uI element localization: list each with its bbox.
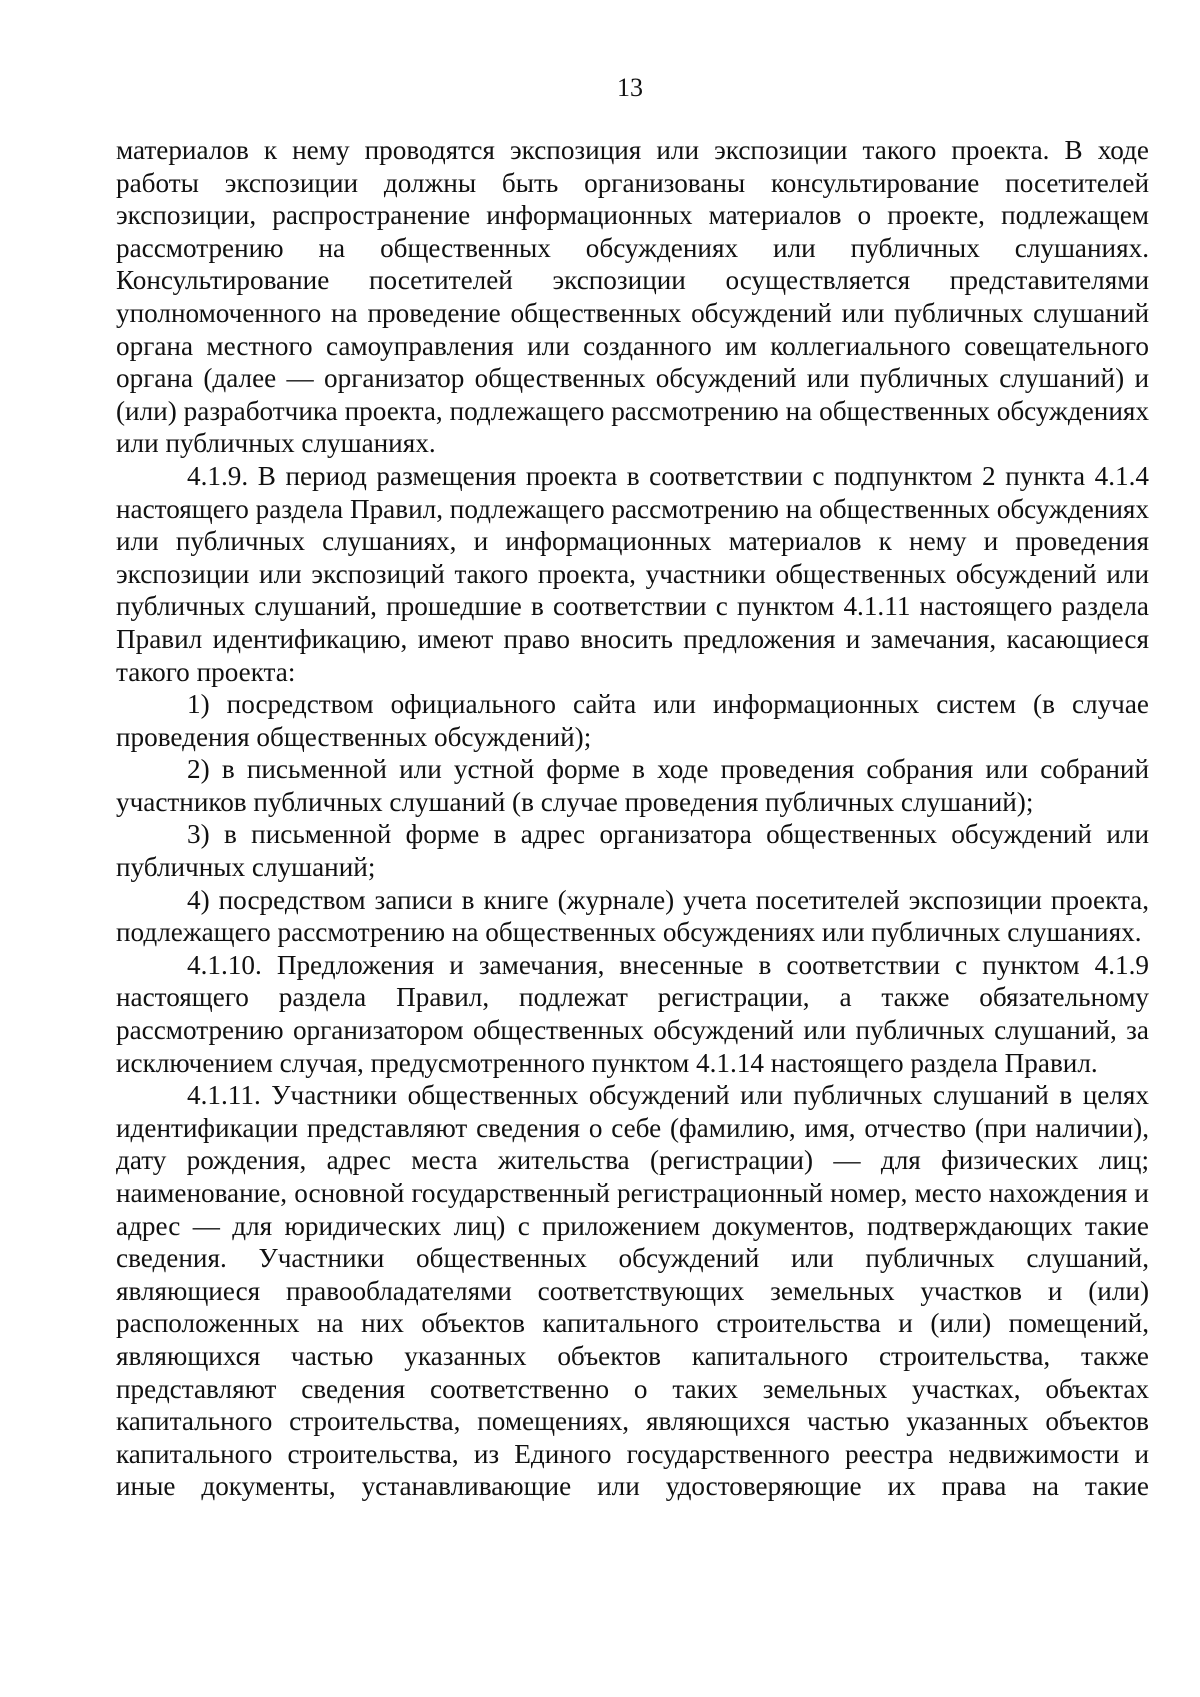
page-number: 13 [617,73,643,102]
list-item-2: 2) в письменной или устной форме в ходе проведения собрания или собраний участников публичных слушаний (в случае проведения публичных слушаний); [116,754,1149,817]
paragraph-4-1-10: 4.1.10. Предложения и замечания, внесенные в соответствии с пунктом 4.1.9 настоящего раздела Правил, подлежат регистрации, а также обязательному рассмотрению организатором общественных обсуждений или публичных слушаний, за исключением случая, предусмотренного пунктом 4.1.14 настоящего раздела Правил. [116,949,1149,1078]
document-body [116,134,1149,1503]
list-item-3: 3) в письменной форме в адрес организатора общественных обсуждений или публичных слушаний; [116,819,1149,883]
paragraph-4-1-11: 4.1.11. Участники общественных обсуждений или публичных слушаний в целях идентификации представляют сведения о себе (фамилию, имя, отчество (при наличии), дату рождения, адрес места жительства (регистрации) — для физических лиц; наименование, основной государственный регистрационный номер, место нахождения и адрес — для юридических лиц) с приложением документов, подтверждающих такие сведения. Участники общественных обсуждений или публичных слушаний, являющиеся правообладателями соответствующих земельных участков и (или) расположенных на них объектов капитального строительства и (или) помещений, являющихся частью указанных объектов капитального строительства, также представляют сведения соответственно о таких земельных участках, объектах капитального строительства, помещениях, являющихся частью указанных объектов капитального строительства, из Единого государственного реестра недвижимости и иные документы, устанавливающие или удостоверяющие их права на такие [116,1080,1149,1502]
list-item-4: 4) посредством записи в книге (журнале) учета посетителей экспозиции проекта, подлежащего рассмотрению на общественных обсуждениях или публичных слушаниях. [116,884,1149,948]
paragraph-4-1-9: 4.1.9. В период размещения проекта в соответствии с подпунктом 2 пункта 4.1.4 настоящего раздела Правил, подлежащего рассмотрению на общественных обсуждениях или публичных слушаниях, и информационных материалов к нему и проведения экспозиции или экспозиций такого проекта, участники общественных обсуждений или публичных слушаний, прошедшие в соответствии с пунктом 4.1.11 настоящего раздела Правил идентификацию, имеют право вносить предложения и замечания, касающиеся такого проекта: [116,460,1149,687]
list-item-1: 1) посредством официального сайта или информационных систем (в случае проведения общественных обсуждений); [116,689,1149,752]
paragraph-continuation: материалов к нему проводятся экспозиция или экспозиции такого проекта. В ходе работы экспозиции должны быть организованы консультирование посетителей экспозиции, распространение информационных материалов о проекте, подлежащем рассмотрению на общественных обсуждениях или публичных слушаниях. Консультирование посетителей экспозиции осуществляется представителями уполномоченного на проведение общественных обсуждений или публичных слушаний органа местного самоуправления или созданного им коллегиального совещательного органа (далее — организатор общественных обсуждений или публичных слушаний) и (или) разработчика проекта, подлежащего рассмотрению на общественных обсуждениях или публичных слушаниях. [116,135,1149,459]
